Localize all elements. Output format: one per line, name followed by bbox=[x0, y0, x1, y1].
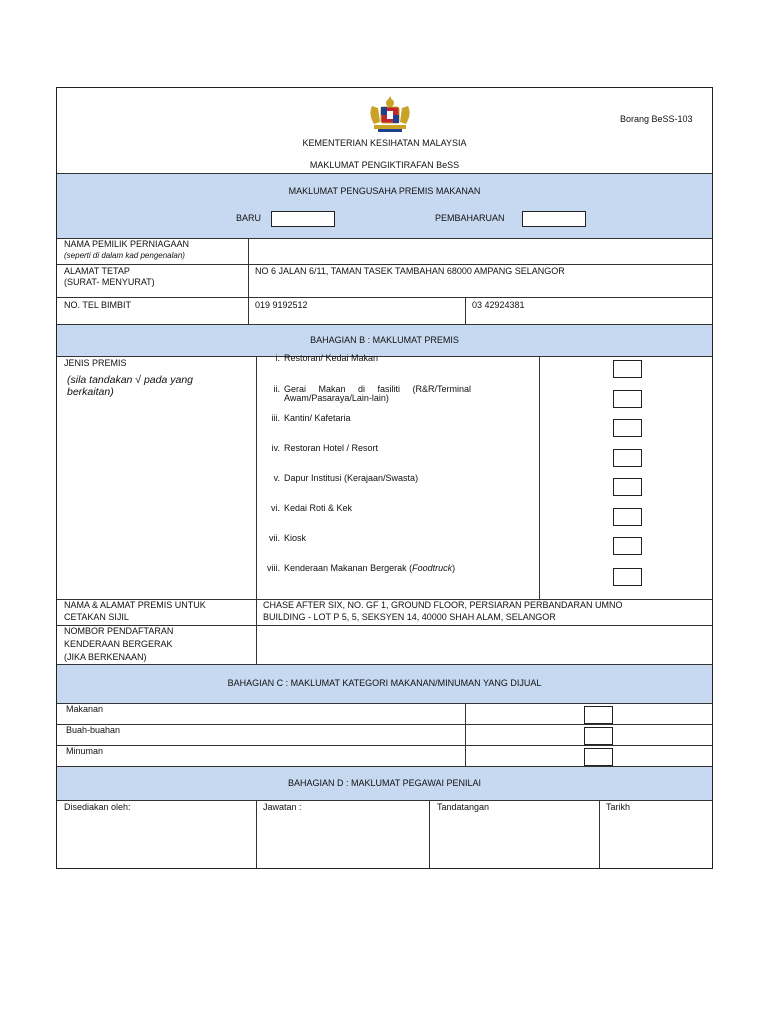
food-category-label: Makanan bbox=[66, 704, 104, 714]
premis-type-checkbox[interactable] bbox=[613, 508, 642, 526]
premis-type-number: viii. bbox=[267, 563, 280, 573]
prepared-by-label: Disediakan oleh: bbox=[64, 802, 131, 812]
premis-type-label-end: ) bbox=[452, 563, 456, 573]
premis-type-label-line2: Awam/Pasaraya/Lain-lain) bbox=[284, 393, 389, 403]
premis-type-checkbox[interactable] bbox=[613, 449, 642, 467]
date-label: Tarikh bbox=[606, 802, 631, 812]
reg-label-3: (JIKA BERKENAAN) bbox=[64, 652, 147, 662]
premis-type-label: Kedai Roti & Kek bbox=[284, 503, 353, 513]
signature-label: Tandatangan bbox=[437, 802, 490, 812]
address-label: ALAMAT TETAP bbox=[64, 266, 130, 276]
reg-label-2: KENDERAAN BERGERAK bbox=[64, 639, 173, 649]
phone-label: NO. TEL BIMBIT bbox=[64, 300, 132, 310]
premis-type-label: Kiosk bbox=[284, 533, 307, 543]
baru-checkbox[interactable] bbox=[271, 211, 335, 227]
premis-type-checkbox[interactable] bbox=[613, 360, 642, 378]
ministry-name: KEMENTERIAN KESIHATAN MALAYSIA bbox=[302, 138, 467, 148]
premis-type-number: vii. bbox=[269, 533, 280, 543]
form-code: Borang BeSS-103 bbox=[620, 114, 693, 124]
jenis-premis-label: JENIS PREMIS bbox=[64, 358, 127, 368]
bess-form bbox=[56, 87, 713, 869]
premis-type-checkbox[interactable] bbox=[613, 390, 642, 408]
coat-of-arms-icon bbox=[364, 94, 416, 134]
pembaharuan-label: PEMBAHARUAN bbox=[435, 213, 505, 223]
premis-type-number: iii. bbox=[271, 413, 280, 423]
address-label-note: (SURAT- MENYURAT) bbox=[64, 277, 155, 287]
premis-type-label: Dapur Institusi (Kerajaan/Swasta) bbox=[284, 473, 419, 483]
premis-type-label-italic: Foodtruck bbox=[412, 563, 453, 573]
section-b-title: BAHAGIAN B : MAKLUMAT PREMIS bbox=[310, 335, 459, 345]
premis-name-label-2: CETAKAN SIJIL bbox=[64, 612, 129, 622]
section-c-title: BAHAGIAN C : MAKLUMAT KATEGORI MAKANAN/MINUMAN YANG DIJUAL bbox=[227, 678, 542, 688]
phone-office-field[interactable]: 03 42924381 bbox=[472, 300, 525, 310]
premis-name-field[interactable]: CHASE AFTER SIX, NO. GF 1, GROUND FLOOR, PERSIARAN PERBANDARAN UMNO bbox=[263, 600, 623, 610]
address-field[interactable]: NO 6 JALAN 6/11, TAMAN TASEK TAMBAHAN 68000 AMPANG SELANGOR bbox=[255, 266, 565, 276]
premis-type-checkbox[interactable] bbox=[613, 537, 642, 555]
food-category-label: Buah-buahan bbox=[66, 725, 121, 735]
position-label: Jawatan : bbox=[263, 802, 302, 812]
section-a-title: MAKLUMAT PENGUSAHA PREMIS MAKANAN bbox=[288, 186, 481, 196]
premis-type-label bbox=[284, 563, 455, 574]
premis-type-number: v. bbox=[273, 473, 280, 483]
food-category-checkbox[interactable] bbox=[584, 727, 613, 745]
owner-name-label: NAMA PEMILIK PERNIAGAAN bbox=[64, 239, 190, 249]
pembaharuan-checkbox[interactable] bbox=[522, 211, 586, 227]
food-category-checkbox[interactable] bbox=[584, 706, 613, 724]
premis-type-number: vi. bbox=[271, 503, 280, 513]
premis-type-label-part: Kenderaan Makanan Bergerak ( bbox=[284, 563, 413, 573]
premis-type-checkbox[interactable] bbox=[613, 568, 642, 586]
premis-type-checkbox[interactable] bbox=[613, 419, 642, 437]
premis-type-number: ii. bbox=[273, 384, 280, 394]
section-a-band bbox=[57, 174, 712, 238]
baru-label: BARU bbox=[236, 213, 262, 223]
premis-type-number: iv. bbox=[271, 443, 280, 453]
reg-label: NOMBOR PENDAFTARAN bbox=[64, 626, 174, 636]
owner-name-note: (seperti di dalam kad pengenalan) bbox=[64, 251, 185, 260]
premis-type-number: i. bbox=[275, 353, 280, 363]
premis-type-checkbox[interactable] bbox=[613, 478, 642, 496]
section-d-title: BAHAGIAN D : MAKLUMAT PEGAWAI PENILAI bbox=[287, 778, 482, 788]
jenis-premis-note-2: berkaitan) bbox=[67, 386, 114, 398]
food-category-checkbox[interactable] bbox=[584, 748, 613, 766]
phone-mobile-field[interactable]: 019 9192512 bbox=[255, 300, 308, 310]
premis-name-field-line2[interactable]: BUILDING - LOT P 5, 5, SEKSYEN 14, 40000 SHAH ALAM, SELANGOR bbox=[263, 612, 556, 622]
jenis-premis-note: (sila tandakan √ pada yang bbox=[67, 374, 194, 386]
premis-type-label: Gerai Makan di fasiliti (R&R/Terminal bbox=[284, 384, 472, 394]
premis-type-label: Restoran Hotel / Resort bbox=[284, 443, 379, 453]
premis-type-label: Kantin/ Kafetaria bbox=[284, 413, 351, 423]
form-title: MAKLUMAT PENGIKTIRAFAN BeSS bbox=[309, 160, 460, 170]
food-category-label: Minuman bbox=[66, 746, 104, 756]
premis-name-label: NAMA & ALAMAT PREMIS UNTUK bbox=[64, 600, 206, 610]
premis-type-label: Restoran/ Kedai Makan bbox=[284, 353, 379, 363]
